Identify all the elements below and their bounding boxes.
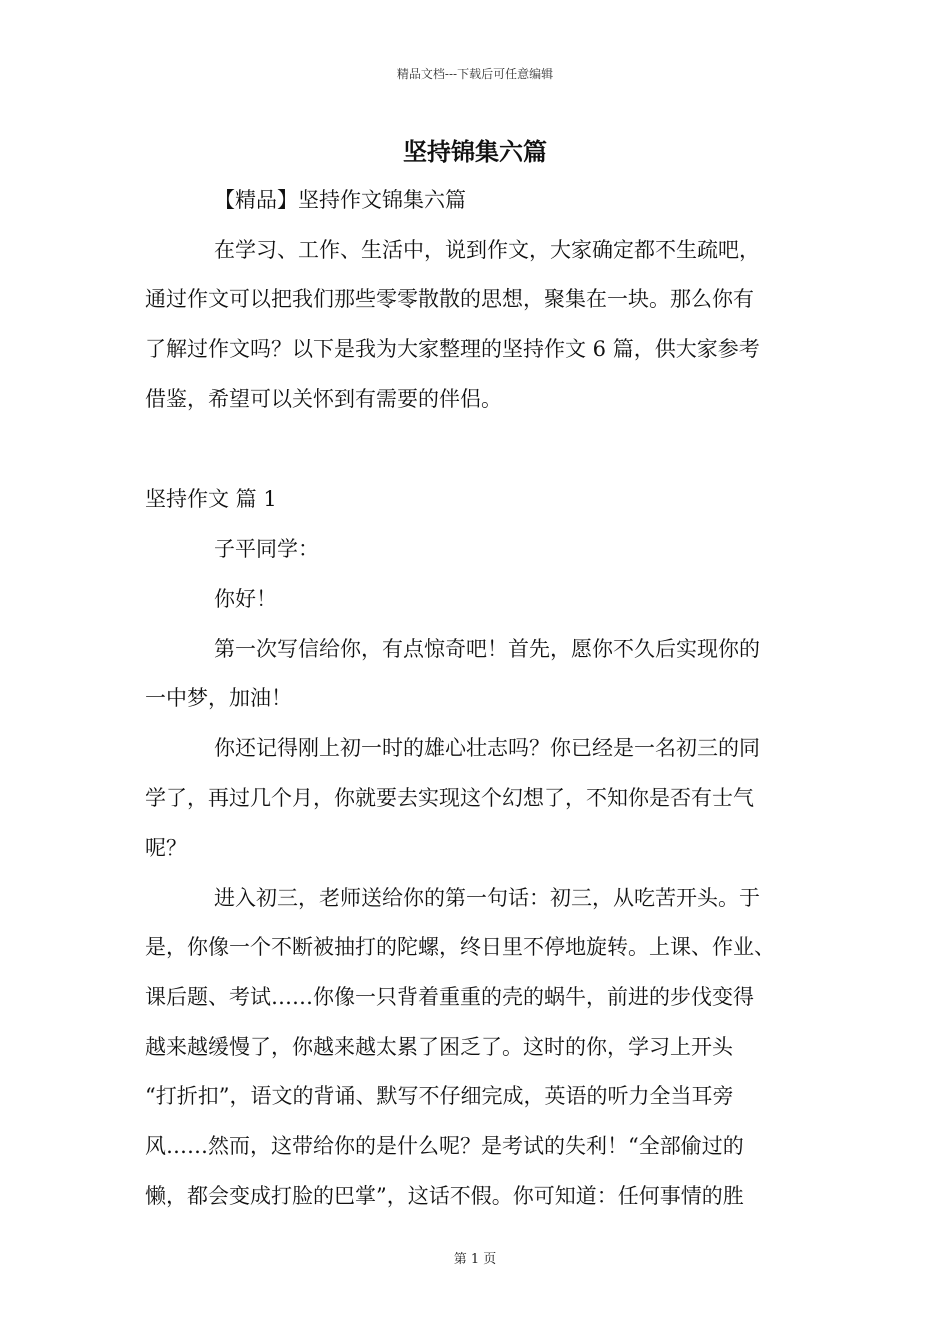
paragraph-line: 懒，都会变成打脸的巴掌”，这话不假。你可知道：任何事情的胜: [145, 1184, 744, 1208]
paragraph-line: 学了，再过几个月，你就要去实现这个幻想了，不知你是否有士气: [145, 786, 754, 810]
paragraph-line: 了解过作文吗？以下是我为大家整理的坚持作文 6 篇，供大家参考: [145, 337, 760, 361]
paragraph-line: 越来越缓慢了，你越来越太累了困乏了。这时的你，学习上开头: [145, 1035, 733, 1059]
paragraph-line: 第一次写信给你，有点惊奇吧！首先，愿你不久后实现你的: [214, 637, 760, 661]
paragraph-line: 是，你像一个不断被抽打的陀螺，终日里不停地旋转。上课、作业、: [145, 935, 775, 959]
subtitle-line: 【精品】坚持作文锦集六篇: [214, 188, 466, 212]
paragraph-line: 子平同学：: [214, 537, 319, 561]
paragraph-line: 通过作文可以把我们那些零零散散的思想，聚集在一块。那么你有: [145, 287, 754, 311]
paragraph-line: 风……然而，这带给你的是什么呢？是考试的失利！“全部偷过的: [145, 1134, 744, 1158]
page-header: 精品文档---下载后可任意编辑: [396, 67, 554, 81]
paragraph-line: “打折扣”，语文的背诵、默写不仔细完成，英语的听力全当耳旁: [145, 1084, 734, 1108]
paragraph-line: 在学习、工作、生活中，说到作文，大家确定都不生疏吧，: [214, 238, 760, 262]
paragraph-line: 你好！: [214, 587, 277, 611]
paragraph-line: 借鉴，希望可以关怀到有需要的伴侣。: [145, 387, 502, 411]
document-title: 坚持锦集六篇: [403, 137, 547, 166]
paragraph-line: 呢？: [145, 836, 187, 860]
paragraph-line: 进入初三，老师送给你的第一句话：初三，从吃苦开头。于: [214, 886, 760, 910]
section-heading: 坚持作文 篇 1: [145, 487, 277, 511]
page-number: 第 1 页: [453, 1252, 497, 1267]
paragraph-line: 课后题、考试……你像一只背着重重的壳的蜗牛，前进的步伐变得: [145, 985, 754, 1009]
paragraph-line: 你还记得刚上初一时的雄心壮志吗？你已经是一名初三的同: [214, 736, 760, 760]
paragraph-line: 一中梦，加油！: [145, 686, 292, 710]
